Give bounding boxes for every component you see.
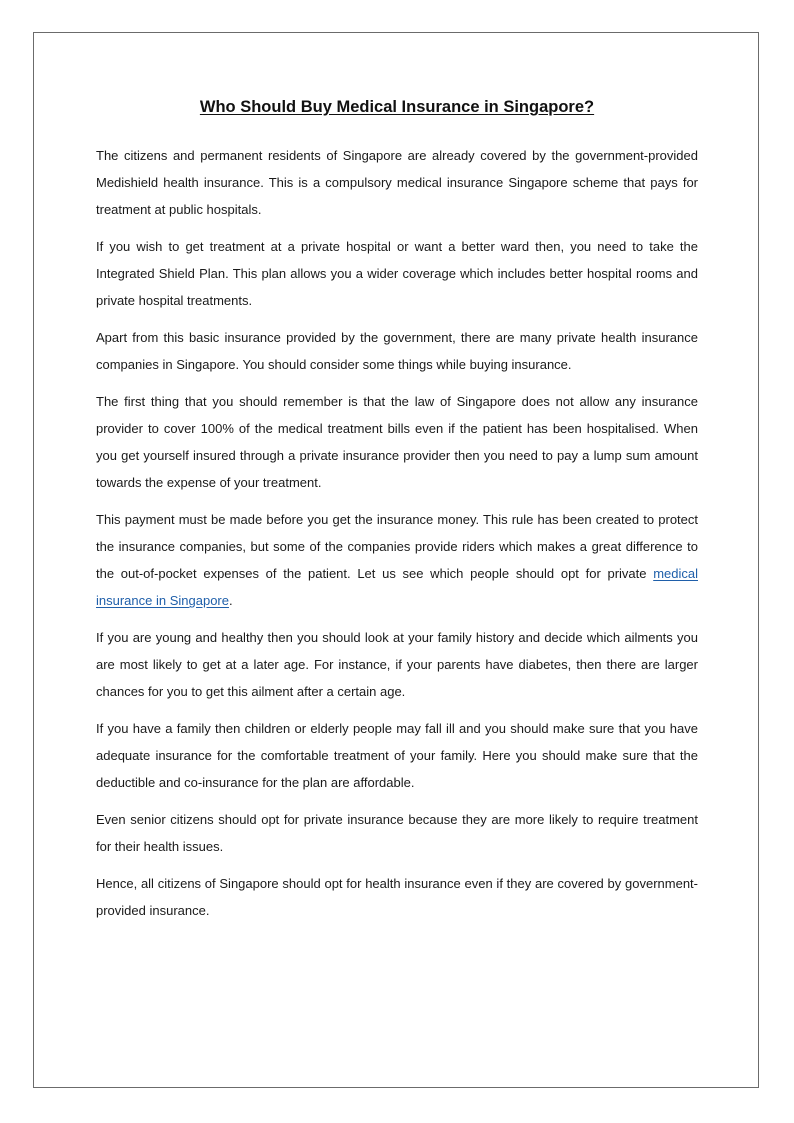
page-title: Who Should Buy Medical Insurance in Singapore? bbox=[199, 98, 595, 116]
paragraph: If you wish to get treatment at a private hospital or want a better ward then, you need to take the Integrated Shield Plan. This plan allows you a wider coverage which includes better hospital rooms and private hospital treatments. bbox=[96, 239, 698, 308]
paragraph: If you have a family then children or elderly people may fall ill and you should make sure that you have adequate insurance for the comfortable treatment of your family. Here you should make sure that the deductible and co-insurance for the plan are affordable. bbox=[96, 721, 698, 790]
paragraph: The citizens and permanent residents of Singapore are already covered by the government-provided Medishield health insurance. This is a compulsory medical insurance Singapore scheme that pays for treatment at public hospitals. bbox=[96, 148, 698, 217]
paragraph: If you are young and healthy then you should look at your family history and decide which ailments you are most likely to get at a later age. For instance, if your parents have diabetes, then there are larger chances for you to get this ailment after a certain age. bbox=[96, 630, 698, 699]
paragraph-text: This payment must be made before you get the insurance money. This rule has been created to protect the insurance companies, but some of the companies provide riders which makes a great difference to the out-of-pocket expenses of the patient. Let us see which people should opt for private bbox=[96, 512, 698, 581]
paragraph: Apart from this basic insurance provided by the government, there are many private health insurance companies in Singapore. You should consider some things while buying insurance. bbox=[96, 330, 698, 372]
paragraph: Hence, all citizens of Singapore should opt for health insurance even if they are covered by government-provided insurance. bbox=[96, 876, 698, 918]
document-body bbox=[96, 96, 698, 934]
paragraph-with-link bbox=[96, 506, 698, 614]
paragraph: Even senior citizens should opt for private insurance because they are more likely to require treatment for their health issues. bbox=[96, 812, 698, 854]
paragraph-text-end: . bbox=[228, 593, 233, 608]
paragraph: The first thing that you should remember is that the law of Singapore does not allow any insurance provider to cover 100% of the medical treatment bills even if the patient has been hospitalised. When you get yourself insured through a private insurance provider then you need to pay a lump sum amount towards the expense of your treatment. bbox=[96, 394, 698, 490]
medical-insurance-link[interactable]: medical insurance in Singapore bbox=[96, 566, 698, 608]
